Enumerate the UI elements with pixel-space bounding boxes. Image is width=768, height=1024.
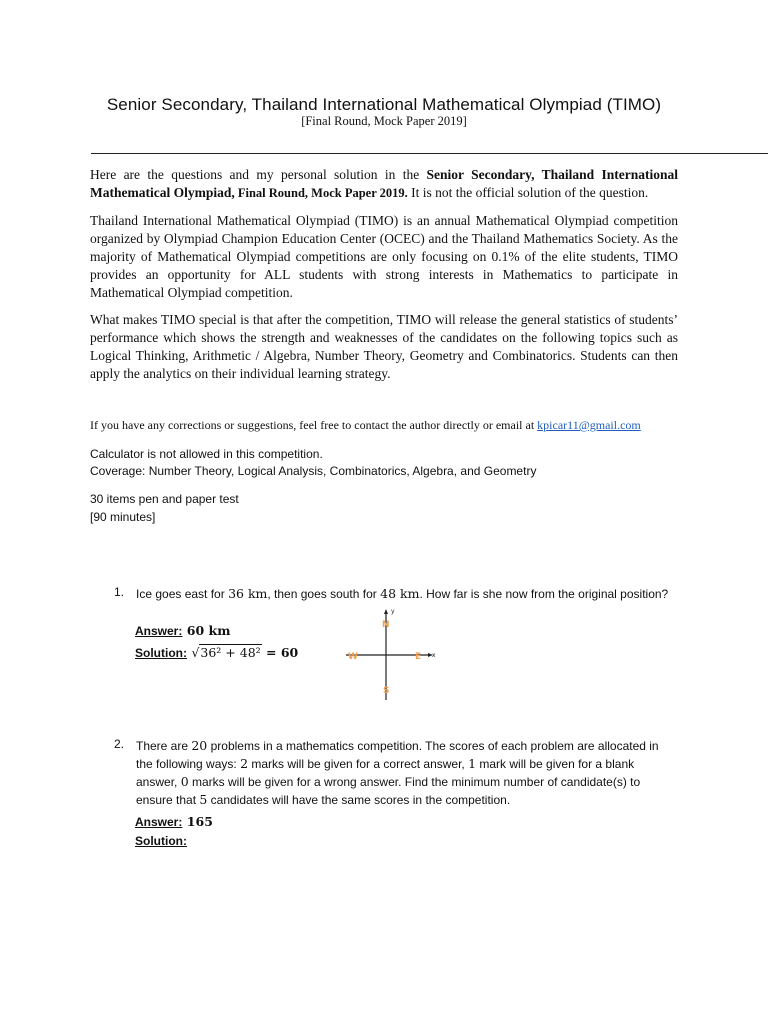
question-2-text (136, 737, 676, 809)
q2-text-a: There are (136, 739, 192, 753)
y-axis-label: y (391, 608, 395, 615)
east-label: E (415, 652, 422, 662)
q2-same-count: 5 (199, 792, 208, 807)
q2-text-f: candidates will have the same scores in the competition. (207, 793, 511, 807)
q2-answer-value: 165 (186, 814, 213, 829)
q1-text-b: , then goes south for (267, 587, 381, 601)
question-2-number: 2. (114, 737, 125, 751)
calculator-note: Calculator is not allowed in this competition. (90, 447, 323, 461)
south-label: S (383, 686, 390, 696)
q1-solution-label: Solution: (135, 646, 187, 660)
q1-radicand: 36² + 48² (200, 645, 261, 660)
q2-solution-label: Solution: (135, 834, 187, 848)
intro-p1-bold-title: Senior Secondary, Thailand International Mathematical Olympiad, (90, 167, 678, 200)
intro-paragraph-1 (90, 166, 678, 202)
q1-solution-expression (191, 644, 298, 660)
q2-text-e: marks will be given for a wrong answer. Find the minimum number of candidate(s) to ensure that (136, 775, 641, 807)
q1-text-c: . How far is she now from the original position? (419, 587, 669, 601)
coverage-note: Coverage: Number Theory, Logical Analysis, Combinatorics, Algebra, and Geometry (90, 464, 537, 478)
page-title: Senior Secondary, Thailand International Mathematical Olympiad (TIMO) (106, 95, 662, 114)
q1-distance-east: 36 km (228, 586, 268, 601)
question-2-solution (135, 832, 187, 850)
q1-solution-result: = 60 (261, 645, 299, 660)
q1-text-a: Ice goes east for (136, 587, 229, 601)
question-1-answer (135, 622, 230, 640)
intro-p1-start: Here are the questions and my personal solution in the (90, 167, 427, 182)
compass-diagram (338, 604, 438, 704)
question-1-number: 1. (114, 585, 125, 599)
q1-answer-value: 60 km (186, 623, 231, 638)
q2-text-c: marks will be given for a correct answer, (248, 757, 469, 771)
q2-problem-count: 20 (191, 738, 208, 753)
west-label: W (348, 652, 358, 662)
q2-text-b: problems in a mathematics competition. The scores of each problem are allocated in the following ways: (136, 739, 659, 771)
contact-line (90, 418, 641, 433)
question-1-solution (135, 644, 298, 662)
intro-paragraph-3: What makes TIMO special is that after the competition, TIMO will release the general statistics of students’ performance which shows the strength and weaknesses of the candidates on the following topics such as Logical Thinking, Arithmetic / Algebra, Number Theory, Geometry and Combinatorics. Students can then apply the analytics on their individual learning strategy. (90, 312, 678, 381)
header-divider (91, 153, 768, 154)
intro-p1-bold-round: Final Round, Mock Paper 2019. (234, 186, 408, 200)
items-note: 30 items pen and paper test (90, 492, 239, 506)
q1-distance-south: 48 km (380, 586, 420, 601)
page-subtitle: [Final Round, Mock Paper 2019] (301, 114, 467, 128)
sqrt-symbol: √ (191, 645, 200, 660)
question-2-answer (135, 813, 213, 831)
contact-text: If you have any corrections or suggestions, feel free to contact the author directly or email at (90, 418, 538, 432)
x-axis-label: x (432, 652, 436, 659)
email-link[interactable]: kpicar11@gmail.com (537, 418, 641, 432)
north-label: N (382, 620, 390, 630)
q2-correct-marks: 2 (240, 756, 249, 771)
intro-paragraph-2: Thailand International Mathematical Olympiad (TIMO) is an annual Mathematical Olympiad competition organized by Olympiad Champion Education Center (OCEC) and the Thailand Mathematics Society. As the majority of Mathematical Olympiad competitions are only focusing on 0.1% of the elite students, TIMO provides an opportunity for ALL students with strong interests in Mathematics to participate in Mathematical Olympiad competition. (90, 213, 678, 300)
q2-blank-marks: 1 (468, 756, 477, 771)
duration-note: [90 minutes] (90, 510, 156, 524)
q1-answer-label: Answer: (135, 624, 183, 638)
intro-p1-end: It is not the official solution of the question. (407, 185, 649, 200)
q2-text-d: mark will be given for a blank answer, (136, 757, 635, 789)
question-1-text (136, 585, 676, 603)
q2-answer-label: Answer: (135, 815, 183, 829)
q2-wrong-marks: 0 (180, 774, 189, 789)
y-axis-arrow-icon (384, 609, 388, 614)
